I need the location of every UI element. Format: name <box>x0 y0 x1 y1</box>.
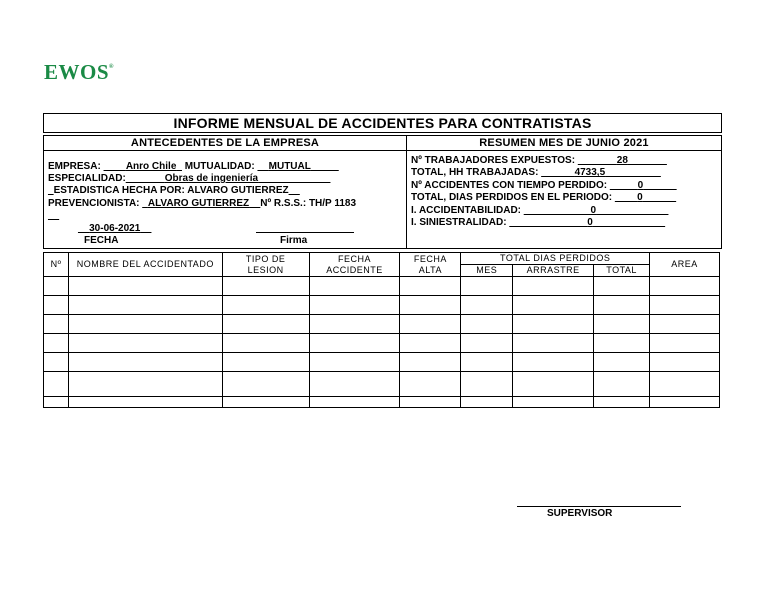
company-fields: EMPRESA: ____Anro Chile_ MUTUALIDAD: __MUTUAL_____ ESPECIALIDAD:_______Obras de ingeniería_____________ _ESTADISTICA HECHA POR: ALVARO GUTIERREZ__ PREVENCIONISTA: _ALVARO GUTIERREZ__Nº R.S.S.: TH/P 1183 __ <box>48 161 357 221</box>
summary-section-header: RESUMEN MES DE JUNIO 2021 <box>407 136 721 151</box>
col-header-area: AREA <box>650 253 720 277</box>
rss-value: TH/P 1183 <box>308 197 357 209</box>
table-row <box>44 397 720 408</box>
firma-label: Firma <box>280 235 308 246</box>
supervisor-label: SUPERVISOR <box>547 508 613 519</box>
col-header-arrastre: ARRASTRE <box>513 265 594 277</box>
info-box <box>43 135 722 249</box>
col-header-no: Nº <box>44 253 69 277</box>
empresa-label: EMPRESA: <box>48 161 101 172</box>
accidents-table <box>43 252 720 408</box>
prevencionista-value: _ALVARO GUTIERREZ__ <box>142 197 261 209</box>
col-header-total: TOTAL <box>594 265 650 277</box>
hh-label: TOTAL, HH TRABAJADAS: <box>411 167 539 179</box>
report-title: INFORME MENSUAL DE ACCIDENTES PARA CONTRATISTAS <box>43 113 722 133</box>
company-logo <box>44 60 114 85</box>
dias-label: TOTAL, DIAS PERDIDOS EN EL PERIODO: <box>411 192 613 204</box>
col-header-fecha-accidente: FECHA ACCIDENTE <box>309 253 400 277</box>
table-row <box>44 277 720 296</box>
fecha-label: FECHA <box>84 235 119 246</box>
accidentes-label: Nº ACCIDENTES CON TIEMPO PERDIDO: <box>411 179 608 191</box>
company-section-header: ANTECEDENTES DE LA EMPRESA <box>44 136 406 151</box>
summary-fields <box>411 155 677 229</box>
accidentes-value: _____0______ <box>609 179 677 191</box>
table-row <box>44 296 720 315</box>
col-header-total-dias: TOTAL DIAS PERDIDOS <box>461 253 650 265</box>
firma-signature-line <box>256 232 354 233</box>
col-header-tipo-lesion: TIPO DE LESION <box>222 253 309 277</box>
siniestralidad-value: ______________0_____________ <box>509 217 666 229</box>
dias-value: ____0______ <box>614 192 677 204</box>
col-header-mes: MES <box>461 265 513 277</box>
summary-section <box>407 136 721 248</box>
col-header-fecha-alta: FECHA ALTA <box>400 253 461 277</box>
logo-text: EWOS <box>44 60 110 84</box>
table-row <box>44 315 720 334</box>
fecha-value: __30-06-2021__ <box>78 223 152 234</box>
hh-value: ______4733,5__________ <box>541 167 661 179</box>
company-section <box>44 136 407 248</box>
prevencionista-label: PREVENCIONISTA: <box>48 197 140 209</box>
siniestralidad-label: I. SINIESTRALIDAD: <box>411 217 507 229</box>
estadistica-value: ALVARO GUTIERREZ__ <box>187 185 300 197</box>
rss-label: Nº R.S.S.: <box>260 197 307 209</box>
empresa-value: ____Anro Chile_ <box>103 161 182 172</box>
accidentabilidad-value: ____________0_____________ <box>523 204 669 216</box>
table-row <box>44 353 720 372</box>
table-row <box>44 334 720 353</box>
accidentabilidad-label: I. ACCIDENTABILIDAD: <box>411 204 521 216</box>
trabajadores-value: _______28_______ <box>577 155 667 166</box>
especialidad-value: _______Obras de ingeniería_____________ <box>125 173 331 185</box>
table-header-row <box>44 253 720 265</box>
col-header-nombre: NOMBRE DEL ACCIDENTADO <box>68 253 222 277</box>
registered-mark: ® <box>109 64 115 70</box>
especialidad-label: ESPECIALIDAD: <box>48 173 126 185</box>
estadistica-label: ESTADISTICA HECHA POR: <box>53 185 185 197</box>
mutualidad-value: __MUTUAL_____ <box>257 161 339 172</box>
mutualidad-label: MUTUALIDAD: <box>184 161 255 172</box>
table-row <box>44 372 720 397</box>
trabajadores-label: Nº TRABAJADORES EXPUESTOS: <box>411 155 576 166</box>
supervisor-signature-line <box>517 506 681 507</box>
